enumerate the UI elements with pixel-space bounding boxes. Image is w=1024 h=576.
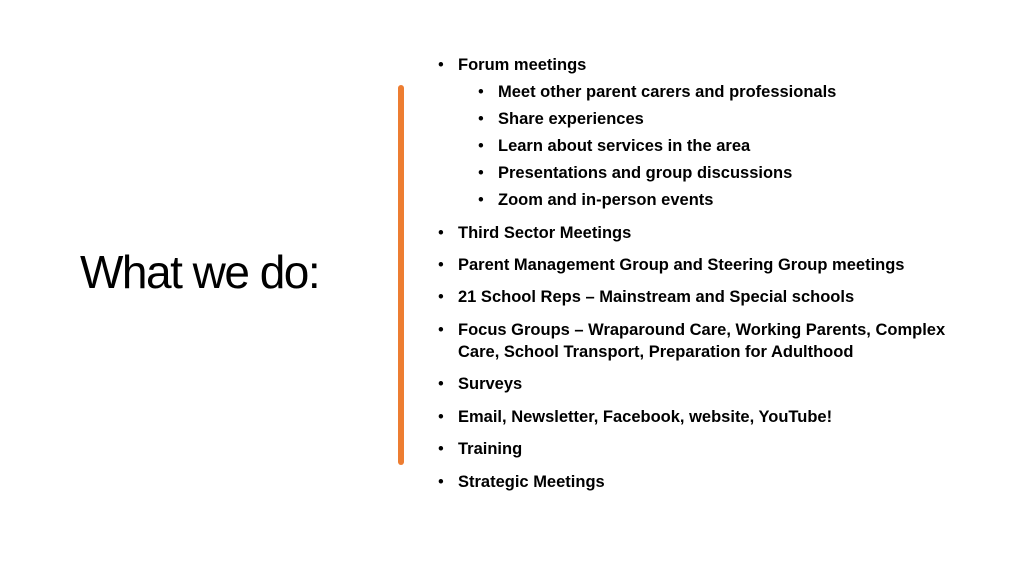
list-item-text: Meet other parent carers and professionals	[498, 83, 837, 101]
list-item-text: Zoom and in-person events	[498, 191, 714, 209]
bullet-icon: •	[438, 224, 444, 242]
list-item-text: Presentations and group discussions	[498, 164, 793, 182]
bullet-icon: •	[438, 408, 444, 426]
accent-divider	[398, 85, 404, 465]
list-item	[438, 319, 978, 363]
list-subitem	[478, 108, 1018, 130]
bullet-icon: •	[438, 321, 444, 339]
list-subitem	[478, 135, 1018, 157]
list-item	[438, 286, 978, 308]
list-item-text: Training	[458, 440, 523, 458]
bullet-icon: •	[438, 440, 444, 458]
list-item	[438, 438, 978, 460]
list-item	[438, 222, 978, 244]
bullet-icon: •	[478, 110, 484, 128]
list-item	[438, 373, 978, 395]
list-item	[438, 471, 978, 493]
bullet-icon: •	[478, 83, 484, 101]
list-subitem	[478, 189, 1018, 211]
bullet-icon: •	[438, 375, 444, 393]
bullet-icon: •	[478, 191, 484, 209]
bullet-icon: •	[438, 56, 444, 74]
list-subitem	[478, 162, 1018, 184]
list-item-text: Learn about services in the area	[498, 137, 751, 155]
list-item-text: Surveys	[458, 375, 523, 393]
bullet-icon: •	[478, 137, 484, 155]
slide-title: What we do:	[80, 246, 320, 298]
list-item	[438, 406, 978, 428]
list-item-text: Strategic Meetings	[458, 473, 605, 491]
list-item-text: Third Sector Meetings	[458, 224, 632, 242]
list-item-text: Share experiences	[498, 110, 644, 128]
list-item-text: 21 School Reps – Mainstream and Special schools	[458, 288, 855, 306]
list-item-text: Parent Management Group and Steering Group meetings	[458, 256, 905, 274]
list-item	[438, 54, 978, 76]
list-subitem	[478, 81, 1018, 103]
bullet-icon: •	[438, 288, 444, 306]
list-item-text: Forum meetings	[458, 56, 587, 74]
list-item-text: Focus Groups – Wraparound Care, Working Parents, Complex Care, School Transport, Preparation for Adulthood	[458, 321, 946, 361]
bullet-icon: •	[438, 473, 444, 491]
list-item-text: Email, Newsletter, Facebook, website, YouTube!	[458, 408, 833, 426]
bullet-icon: •	[478, 164, 484, 182]
list-item	[438, 254, 978, 276]
bullet-icon: •	[438, 256, 444, 274]
